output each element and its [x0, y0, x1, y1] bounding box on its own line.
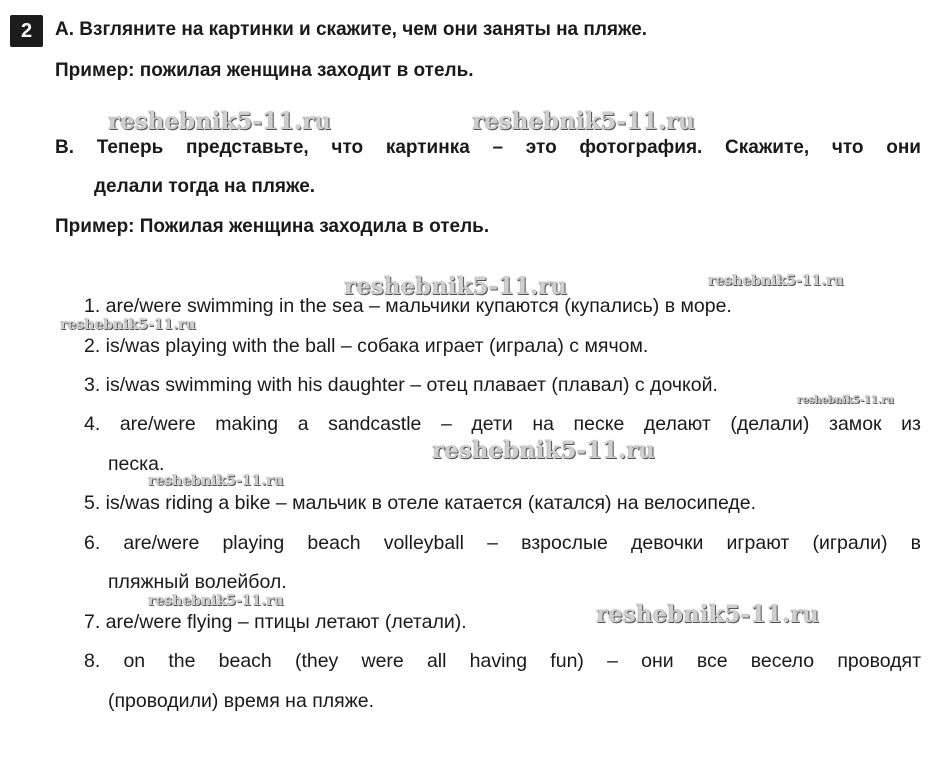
answer-5: 5. is/was riding a bike – мальчик в отеле катается (катался) на велосипеде.: [84, 492, 756, 514]
answer-4-line2: песка.: [108, 453, 165, 475]
watermark: reshebnik5-11.ru: [797, 395, 894, 406]
watermark: reshebnik5-11.ru: [344, 273, 567, 300]
answer-1: 1. are/were swimming in the sea – мальчики купаются (купались) в море.: [84, 295, 732, 317]
watermark: reshebnik5-11.ru: [472, 108, 695, 135]
part-a-example: Пример: пожилая женщина заходит в отель.: [55, 60, 474, 81]
part-b-example: Пример: Пожилая женщина заходила в отель.: [55, 216, 490, 237]
watermark: reshebnik5-11.ru: [708, 273, 844, 289]
answer-4-line1: 4. are/were making a sandcastle – дети на песке делают (делали) замок из: [84, 413, 921, 435]
watermark: reshebnik5-11.ru: [108, 108, 331, 135]
part-b-instruction-line2: делали тогда на пляже.: [94, 176, 316, 197]
answer-3: 3. is/was swimming with his daughter – отец плавает (плавал) с дочкой.: [84, 374, 718, 396]
watermark: reshebnik5-11.ru: [148, 473, 284, 489]
part-a-instruction: А. Взгляните на картинки и скажите, чем они заняты на пляже.: [55, 19, 648, 40]
part-b-instruction-line1: В. Теперь представьте, что картинка – это фотография. Скажите, что они: [55, 137, 921, 158]
watermark: reshebnik5-11.ru: [148, 593, 284, 609]
task-number-badge: 2: [10, 15, 43, 47]
answer-6-line1: 6. are/were playing beach volleyball – взрослые девочки играют (играли) в: [84, 532, 921, 554]
answer-8-line1: 8. on the beach (they were all having fun) – они все весело проводят: [84, 650, 921, 672]
watermark: reshebnik5-11.ru: [432, 437, 655, 464]
answer-8-line2: (проводили) время на пляже.: [108, 690, 375, 712]
watermark: reshebnik5-11.ru: [596, 601, 819, 628]
answer-6-line2: пляжный волейбол.: [108, 571, 287, 593]
answer-7: 7. are/were flying – птицы летают (летали).: [84, 611, 467, 633]
watermark: reshebnik5-11.ru: [60, 317, 196, 333]
answer-2: 2. is/was playing with the ball – собака играет (играла) с мячом.: [84, 335, 649, 357]
